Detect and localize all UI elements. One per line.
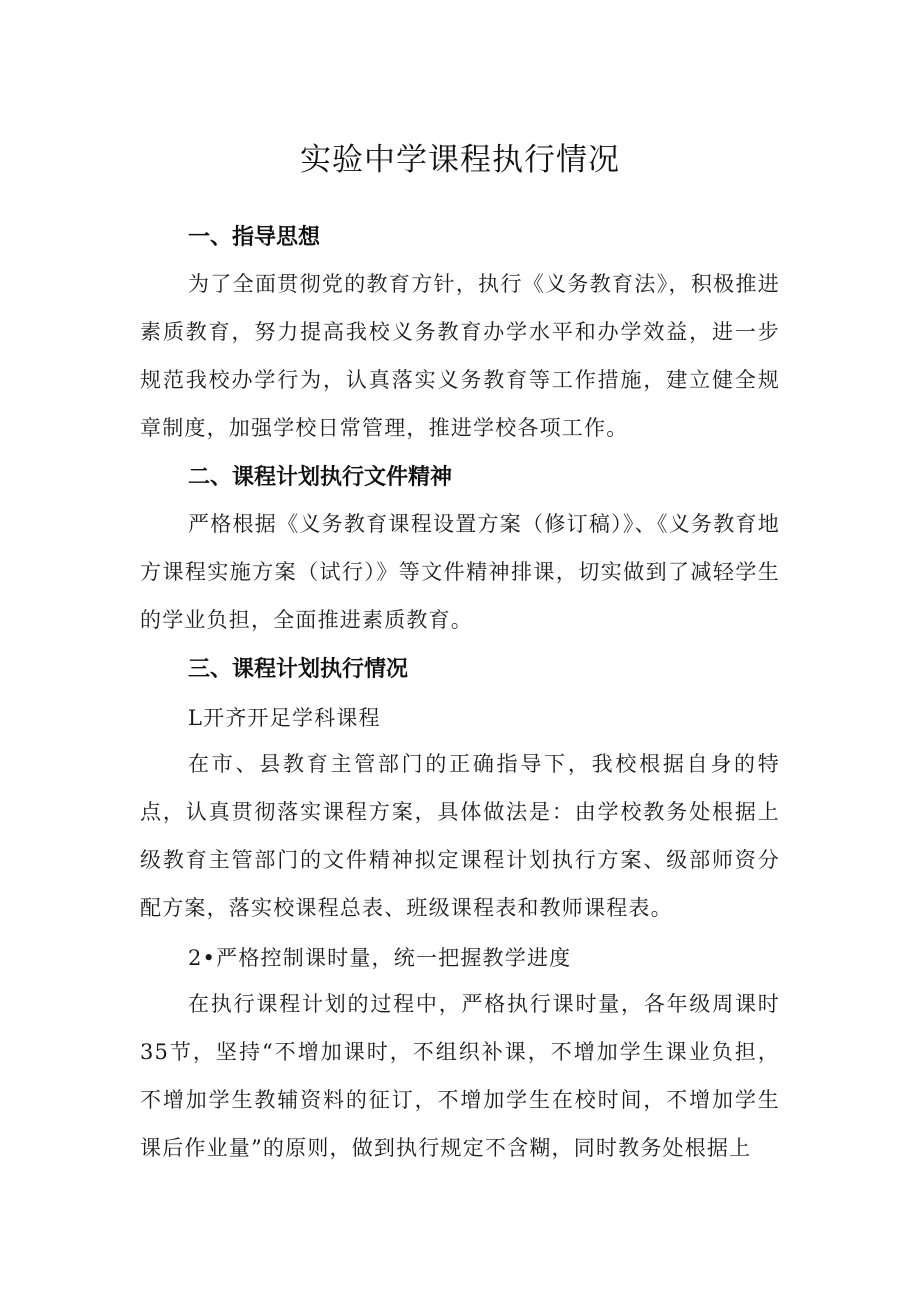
section-heading-document-spirit: 二、课程计划执行文件精神 [188,465,453,490]
subheading-full-curriculum: L开齐开足学科课程 [188,706,381,730]
section-paragraph-guiding-ideology: 为了全面贯彻党的教育方针，执行《义务教育法》，积极推进素质教育，努力提高我校义务教育办学水平和办学效益，进一步规范我校办学行为，认真落实义务教育等工作措施，建立健全规章制度，加强学校日常管理，推进学校各项工作。 [140,272,780,440]
paragraph-class-hours: 在执行课程计划的过程中，严格执行课时量，各年级周课时35节，坚持“不增加课时，不组织补课，不增加学生课业负担，不增加学生教辅资料的征订，不增加学生在校时间，不增加学生课后作业量”的原则，做到执行规定不含糊，同时教务处根据上 [140,992,780,1160]
document-title: 实验中学课程执行情况 [300,142,620,178]
paragraph-full-curriculum: 在市、县教育主管部门的正确指导下，我校根据自身的特点，认真贯彻落实课程方案，具体做法是：由学校教务处根据上级教育主管部门的文件精神拟定课程计划执行方案、级部师资分配方案，落实校课程总表、班级课程表和教师课程表。 [140,752,780,920]
section-paragraph-document-spirit: 严格根据《义务教育课程设置方案（修订稿）》、《义务教育地方课程实施方案（试行）》等文件精神排课，切实做到了减轻学生的学业负担，全面推进素质教育。 [140,512,780,632]
subheading-class-hours: 2•严格控制课时量，统一把握教学进度 [188,946,572,970]
section-heading-guiding-ideology: 一、指导思想 [188,225,321,250]
section-heading-execution-status: 三、课程计划执行情况 [188,657,409,682]
